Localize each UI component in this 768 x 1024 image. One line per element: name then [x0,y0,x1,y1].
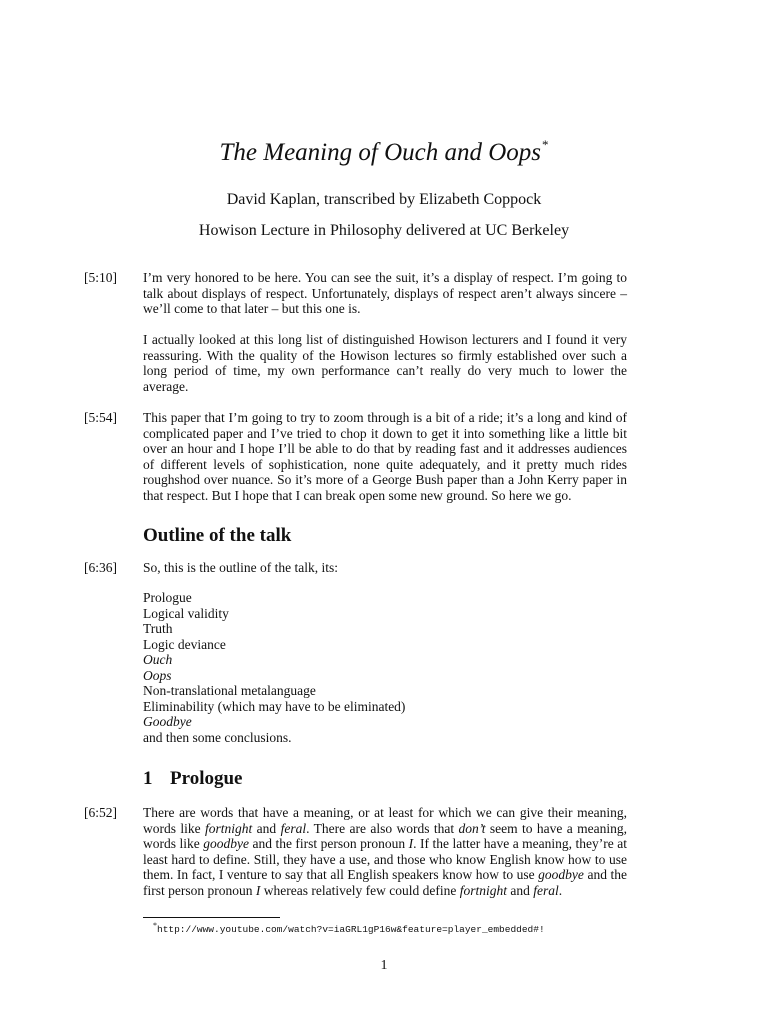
text-run: . If the latter have a meaning, they’re at least hard to define. Still, they have a use, and those who know English know how to use them. In fact, I venture to say that all English speakers know how to use [143,836,627,882]
outline-item: Eliminability (which may have to be eliminated) [143,698,406,714]
section-heading-prologue [143,768,242,790]
text-run: and the first person pronoun [143,867,627,898]
timestamp: [6:52] [84,805,117,820]
paper-title [0,137,768,167]
text-run: whereas relatively few could define [260,882,460,898]
outline-intro: So, this is the outline of the talk, its: [143,560,338,575]
prologue-paragraph [143,805,627,898]
emphasis: fortnight [459,882,508,898]
text-run: and [507,882,534,898]
footnote-rule [143,917,280,918]
outline-item: Logical validity [143,605,229,621]
outline-item: Goodbye [143,714,192,729]
outline-item: Prologue [143,590,192,605]
text-run: . There are also words that [306,820,459,836]
outline-item: Truth [143,621,173,636]
timestamp: [6:36] [84,560,117,575]
timestamp: [5:54] [84,410,117,425]
timestamp: [5:10] [84,270,117,285]
text-run: and [252,820,281,836]
section-title: Prologue [170,768,243,789]
footnote-url[interactable]: http://www.youtube.com/watch?v=iaGRL1gP16w&feature=player_embedded#! [157,924,545,936]
text-run: and the first person pronoun [248,836,409,851]
emphasis: feral [533,882,559,898]
outline-item: Oops [143,667,172,683]
paragraph: I actually looked at this long list of distinguished Howison lecturers and I found it very reassuring. With the quality of the Howison lectures so firmly established over such a long period of time, my own performance can’t really do very much to lower the average. [143,332,627,394]
page-number: 1 [380,958,388,973]
author-line: David Kaplan, transcribed by Elizabeth Coppock [226,191,542,208]
outline-item: Logic deviance [143,636,226,652]
emphasis: feral [280,820,307,836]
text-run: There are words that have a meaning, or at least for which we can give their meaning, words like [143,805,627,836]
outline-item: Ouch [143,652,173,667]
outline-item: and then some conclusions. [143,729,292,745]
emphasis: fortnight [205,820,253,836]
section-number: 1 [143,768,153,789]
emphasis: I [408,836,414,851]
emphasis: don’t [458,820,486,836]
title-footnote-mark: * [542,137,549,152]
text-run: . [558,882,563,898]
title-text: The Meaning of Ouch and Oops [219,139,541,166]
footnote-mark: * [153,921,157,930]
emphasis: goodbye [538,867,584,882]
outline-list [143,590,543,745]
outline-item: Non-translational metalanguage [143,683,316,698]
paragraph: I’m very honored to be here. You can see the suit, it’s a display of respect. I’m going to talk about displays of respect. Unfortunately, displays of respect aren’t always sincere – we’ll come to that later – but this one is. [143,270,627,316]
section-heading-outline: Outline of the talk [143,525,292,546]
emphasis: I [255,882,261,898]
text-run: seem to have a meaning, words like [143,820,628,851]
paragraph: This paper that I’m going to try to zoom through is a bit of a ride; it’s a long and kind of complicated paper and I’ve tried to chop it down to get it into something like a little bit over an hour and I hope I’ll be able to do that by reading fast and it addresses audiences of different levels of sophistication, none quite adequately, and it pretty much rides roughshod over nuance. So it’s more of a George Bush paper than a John Kerry paper in that respect. But I hope that I can break open some new ground. So here we go. [143,410,627,503]
venue-line: Howison Lecture in Philosophy delivered at UC Berkeley [198,222,570,239]
footnote [153,921,545,935]
emphasis: goodbye [203,836,249,851]
